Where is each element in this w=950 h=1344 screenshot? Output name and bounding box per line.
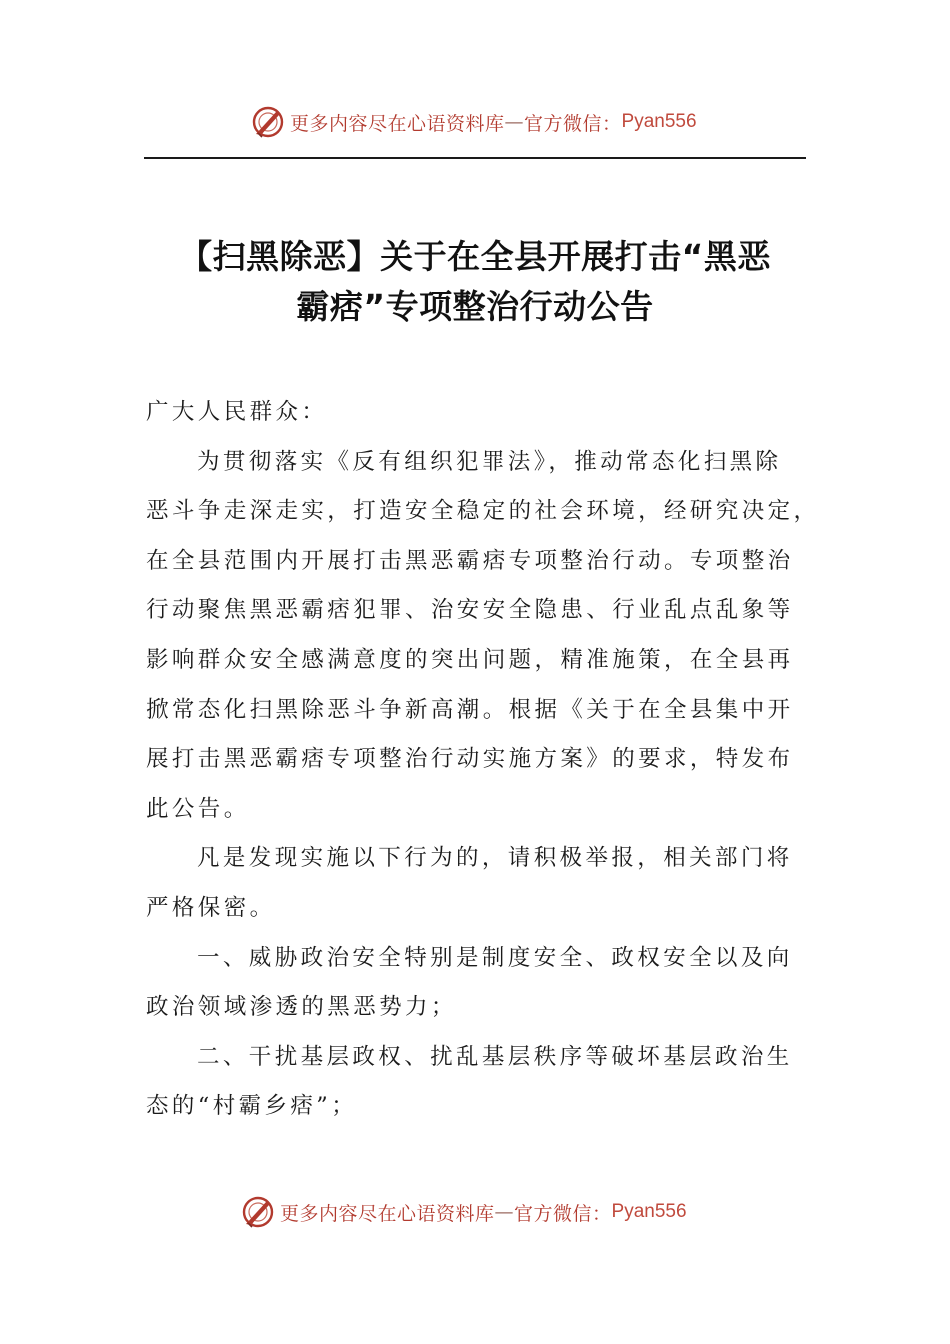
paragraph-line: 态的“村霸乡痞”； [146, 1093, 358, 1120]
paragraph-line: 影响群众安全感满意度的突出问题，精准施策，在全县再 [146, 646, 794, 673]
paragraph-line: 在全县范围内开展打击黑恶霸痞专项整治行动。专项整治 [146, 547, 794, 574]
banner-wechat-label: 官方微信： [524, 112, 622, 135]
banner-separator: — [504, 111, 525, 133]
header-banner [250, 102, 697, 142]
banner-wechat-id: Pyan556 [621, 111, 697, 132]
footer-banner [240, 1192, 687, 1232]
banner-separator: — [494, 1201, 515, 1223]
paragraph-line: 二、干扰基层政权、扰乱基层秩序等破坏基层政治生 [197, 1043, 793, 1070]
document-title [140, 232, 810, 332]
paragraph-report [146, 834, 796, 933]
list-item-2 [146, 1033, 796, 1132]
quill-seal-icon [240, 1194, 276, 1230]
list-item-1 [146, 934, 796, 1033]
banner-text: 更多内容尽在心语资料库 [290, 112, 505, 135]
paragraph-line: 凡是发现实施以下行为的，请积极举报，相关部门将 [197, 845, 793, 872]
paragraph-line: 一、威胁政治安全特别是制度安全、政权安全以及向 [197, 944, 793, 971]
paragraph-line: 严格保密。 [146, 894, 276, 921]
paragraph-line: 展打击黑恶霸痞专项整治行动实施方案》的要求，特发布 [146, 746, 794, 773]
document-body [146, 388, 820, 1132]
paragraph-intro [146, 438, 820, 835]
title-line-2: 霸痞”专项整治行动公告 [296, 287, 654, 326]
paragraph-line: 掀常态化扫黑除恶斗争新高潮。根据《关于在全县集中开 [146, 696, 794, 723]
paragraph-line: 行动聚焦黑恶霸痞犯罪、治安安全隐患、行业乱点乱象等 [146, 597, 794, 624]
banner-text: 更多内容尽在心语资料库 [280, 1202, 495, 1225]
paragraph-line: 此公告。 [146, 795, 250, 822]
banner-wechat-label: 官方微信： [514, 1202, 612, 1225]
banner-wechat-id: Pyan556 [611, 1201, 687, 1222]
quill-seal-icon [250, 104, 286, 140]
paragraph-line: 为贯彻落实《反有组织犯罪法》，推动常态化扫黑除 [197, 448, 782, 475]
title-line-1: 【扫黑除恶】关于在全县开展打击“黑恶 [179, 237, 771, 276]
header-divider [144, 157, 806, 159]
paragraph-line: 政治领域渗透的黑恶势力； [146, 994, 457, 1021]
paragraph-line: 恶斗争走深走实，打造安全稳定的社会环境，经研究决定， [146, 498, 820, 525]
salutation [146, 388, 796, 438]
salutation-text: 广大人民群众： [146, 399, 328, 425]
